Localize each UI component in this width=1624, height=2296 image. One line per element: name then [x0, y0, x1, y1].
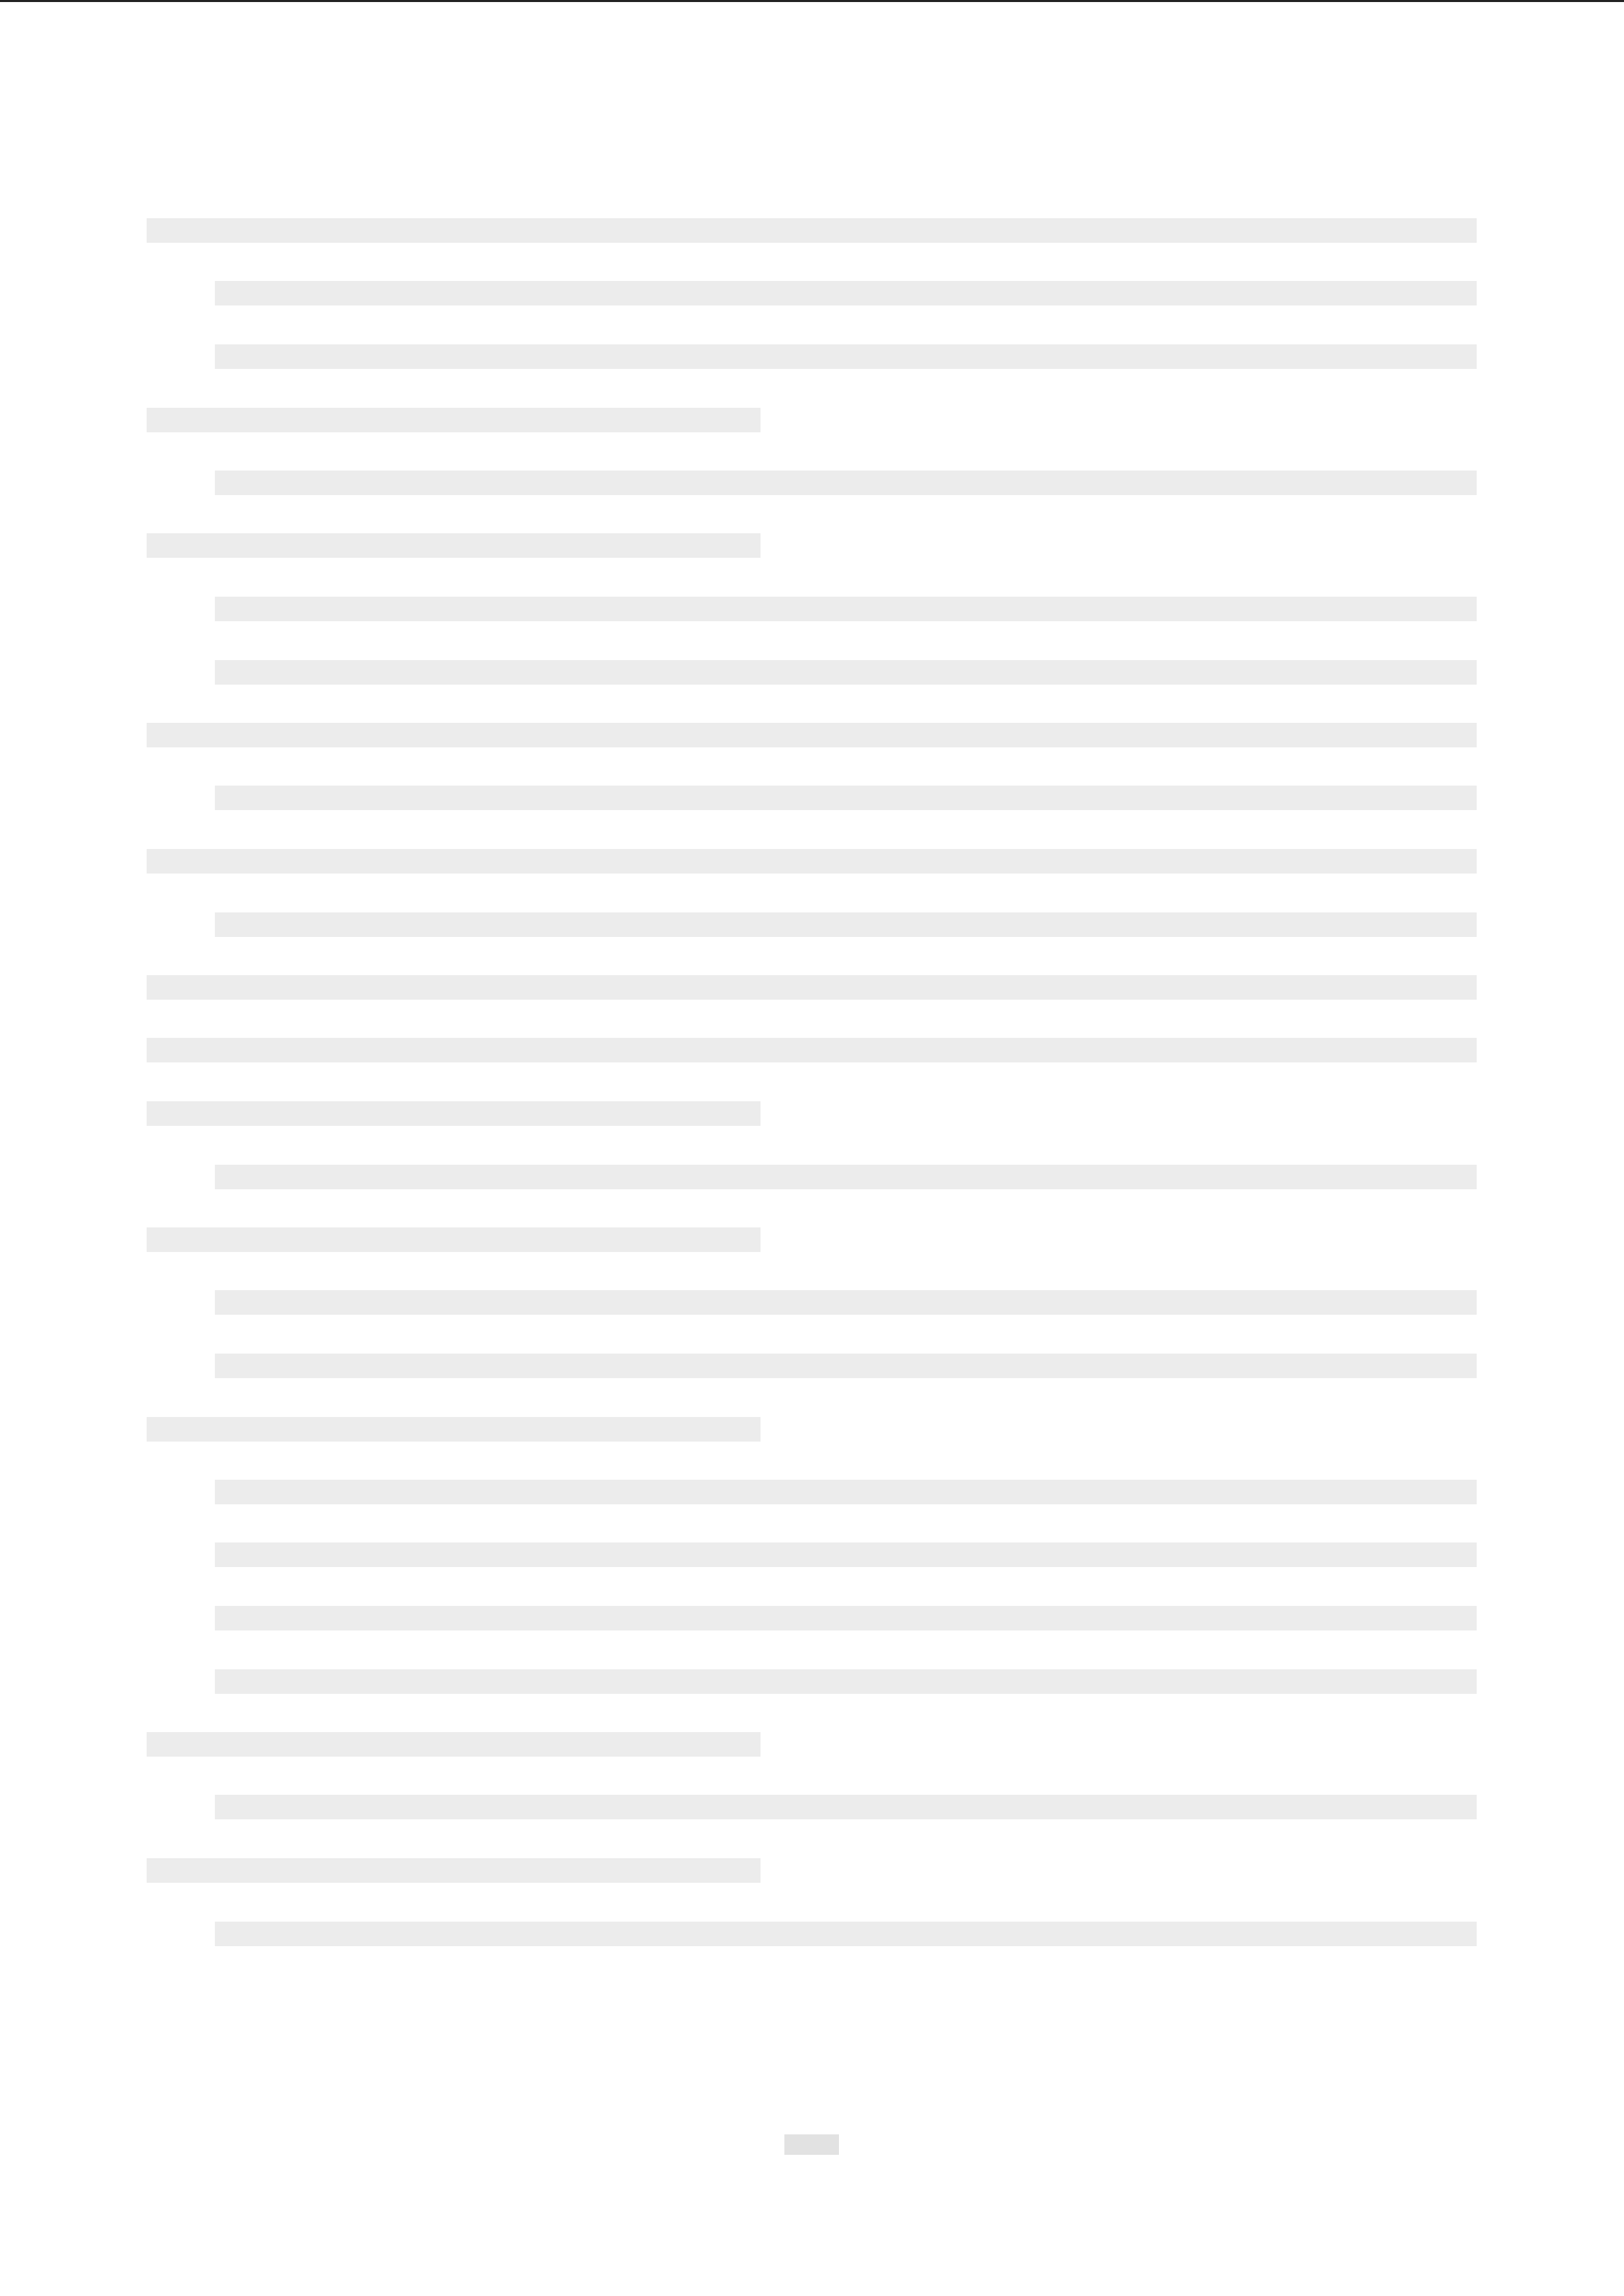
text-line: [147, 1858, 761, 1883]
text-line: [215, 471, 1477, 495]
text-line: [215, 1922, 1477, 1946]
text-line: [215, 597, 1477, 621]
text-line: [147, 1417, 761, 1442]
text-line: [215, 660, 1477, 685]
text-line: [147, 1038, 1477, 1062]
text-line: [147, 975, 1477, 1000]
text-line: [215, 1606, 1477, 1630]
text-line: [215, 1542, 1477, 1567]
text-line: [147, 849, 1477, 874]
top-rule: [0, 0, 1624, 2]
text-line: [215, 786, 1477, 810]
text-line: [215, 912, 1477, 937]
text-line: [147, 533, 761, 558]
text-line: [215, 281, 1477, 305]
text-line: [147, 1227, 761, 1252]
text-line: [215, 1290, 1477, 1315]
text-line: [215, 344, 1477, 369]
page-number: [784, 2134, 839, 2155]
text-line: [147, 1732, 761, 1757]
text-line: [215, 1165, 1477, 1189]
text-line: [215, 1795, 1477, 1819]
text-line: [215, 1354, 1477, 1378]
text-line: [147, 1101, 761, 1126]
text-line: [147, 218, 1477, 243]
text-line: [147, 723, 1477, 747]
text-line: [215, 1669, 1477, 1694]
text-line: [147, 408, 761, 432]
text-line: [215, 1480, 1477, 1504]
